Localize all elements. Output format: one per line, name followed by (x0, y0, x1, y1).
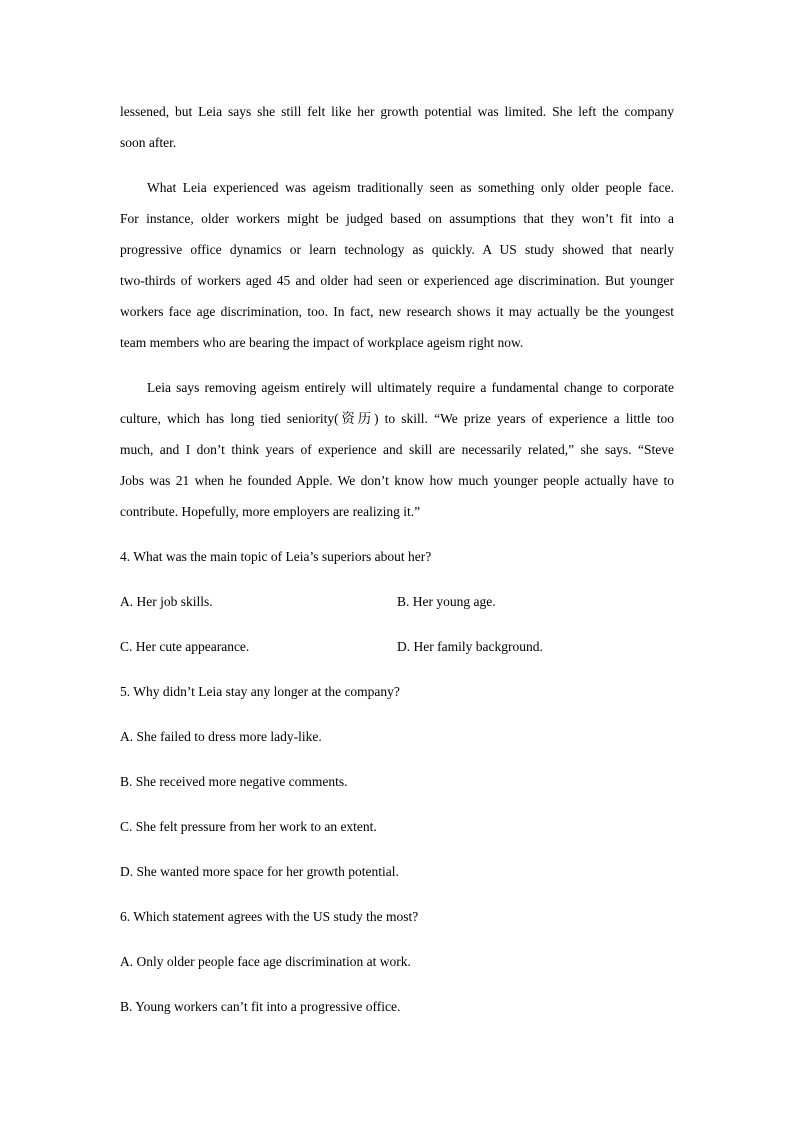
question-5-option-d: D. She wanted more space for her growth potential. (120, 864, 399, 879)
question-6-option-b: B. Young workers can’t fit into a progressive office. (120, 999, 401, 1014)
question-6-stem: 6. Which statement agrees with the US study the most? (120, 909, 419, 924)
question-4-stem: 4. What was the main topic of Leia’s superiors about her? (120, 549, 432, 564)
paragraph-line: progressive office dynamics or learn technology as quickly. A US study showed that nearly (120, 242, 674, 257)
question-4-option-d: D. Her family background. (397, 639, 543, 654)
paragraph-line: workers face age discrimination, too. In fact, new research shows it may actually be the youngest (120, 304, 674, 319)
question-4-options-row-1 (120, 586, 674, 617)
paragraph-line: soon after. (120, 135, 177, 150)
question-4-option-c: C. Her cute appearance. (120, 639, 250, 654)
question-5-stem: 5. Why didn’t Leia stay any longer at the company? (120, 684, 400, 699)
paragraph-line: Jobs was 21 when he founded Apple. We don’t know how much younger people actually have to (120, 473, 674, 488)
question-5-option-b: B. She received more negative comments. (120, 774, 348, 789)
question-5-option-a: A. She failed to dress more lady-like. (120, 729, 322, 744)
question-4-option-a: A. Her job skills. (120, 594, 213, 609)
document-page (120, 96, 674, 1022)
paragraph-line: much, and I don’t think years of experience and skill are necessarily related,” she says. “Steve (120, 442, 674, 457)
paragraph-line: team members who are bearing the impact of workplace ageism right now. (120, 335, 524, 350)
paragraph-line: contribute. Hopefully, more employers are realizing it.” (120, 504, 421, 519)
paragraph-line: Leia says removing ageism entirely will ultimately require a fundamental change to corporate (147, 380, 674, 395)
question-6-option-a: A. Only older people face age discrimination at work. (120, 954, 411, 969)
paragraph-line: What Leia experienced was ageism traditionally seen as something only older people face. (147, 180, 674, 195)
paragraph-line: two-thirds of workers aged 45 and older had seen or experienced age discrimination. But younger (120, 273, 674, 288)
passage-paragraph-1 (120, 96, 674, 158)
paragraph-line: culture, which has long tied seniority(资历) to skill. “We prize years of experience a little too (120, 411, 674, 426)
question-4-options-row-2 (120, 631, 674, 662)
paragraph-line: For instance, older workers might be judged based on assumptions that they won’t fit into a (120, 211, 674, 226)
paragraph-line: lessened, but Leia says she still felt like her growth potential was limited. She left the company (120, 104, 674, 119)
passage-paragraph-2 (120, 172, 674, 358)
question-4-option-b: B. Her young age. (397, 594, 496, 609)
passage-paragraph-3 (120, 372, 674, 527)
question-5-option-c: C. She felt pressure from her work to an extent. (120, 819, 377, 834)
